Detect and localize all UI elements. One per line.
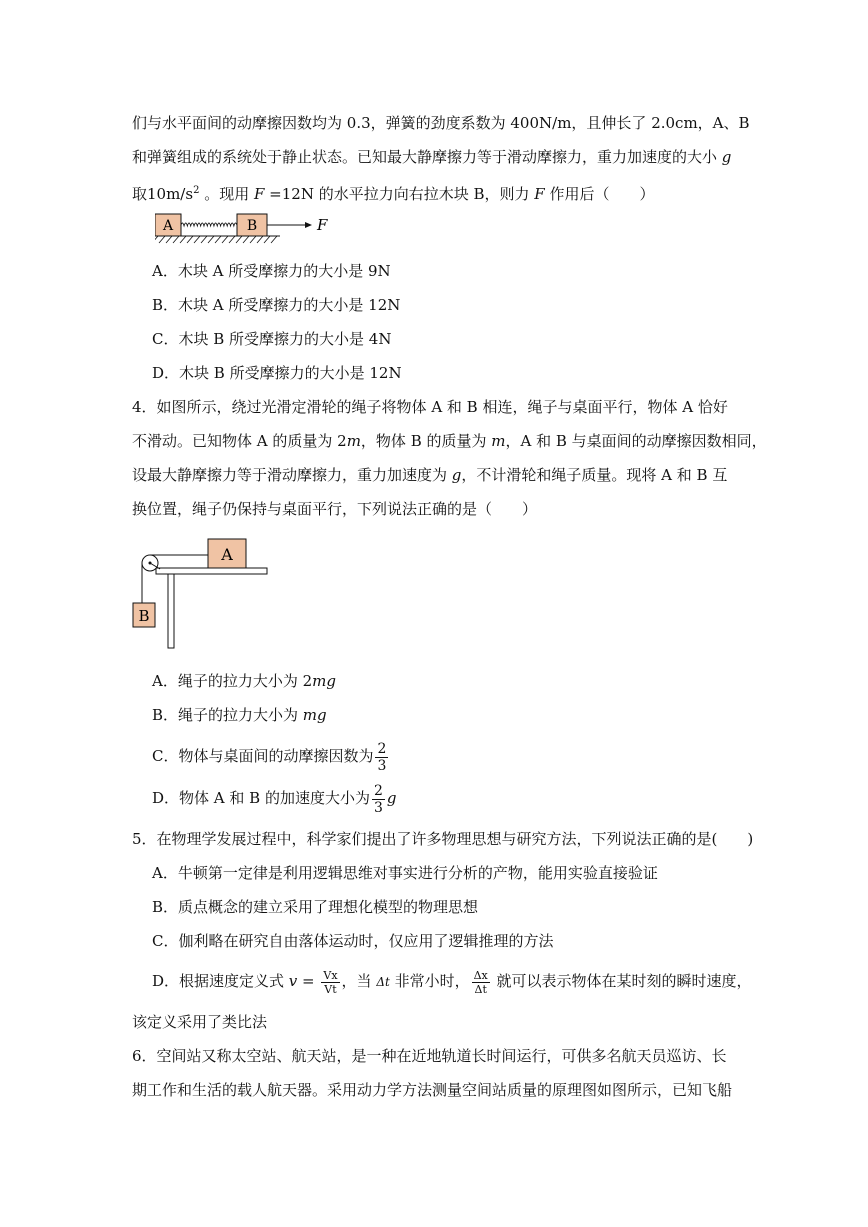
var-m: m — [346, 432, 361, 450]
block-a-label: A — [221, 545, 233, 564]
frac-num: Vx — [323, 968, 338, 982]
fraction — [472, 969, 490, 996]
fraction — [372, 783, 385, 816]
var-g3: g — [386, 789, 397, 807]
q3-line-3-b: 。现用 — [199, 185, 254, 203]
q6-line-2: 期工作和生活的载人航天器。采用动力学方法测量空间站质量的原理图如图所示，已知飞船 — [132, 1081, 733, 1099]
q3-option-a: A．木块 A 所受摩擦力的大小是 9N — [152, 262, 391, 280]
q4-line-3-a: 设最大静摩擦力等于滑动摩擦力，重力加速度为 — [132, 466, 452, 484]
table-leg — [168, 574, 174, 648]
q4-line-4: 换位置，绳子仍保持与桌面平行，下列说法正确的是（ ） — [132, 500, 538, 518]
frac-num: 2 — [373, 782, 383, 799]
q3-spring-figure — [155, 208, 335, 244]
q4-option-c-text: C．物体与桌面间的动摩擦因数为 — [152, 747, 374, 765]
q5-option-d-eq: = — [297, 972, 320, 990]
q4-option-d-text: D．物体 A 和 B 的加速度大小为 — [152, 789, 370, 807]
var-F: F — [253, 185, 265, 203]
var-F2: F — [534, 185, 545, 203]
q3-line-3 — [132, 181, 655, 204]
q5-option-b: B．质点概念的建立采用了理想化模型的物理思想 — [152, 898, 479, 916]
frac-den: 3 — [373, 799, 383, 816]
q6-line-1: 6．空间站又称太空站、航天站，是一种在近地轨道长时间运行，可供多名航天员巡访、长 — [132, 1047, 727, 1065]
q4-line-2 — [132, 431, 767, 451]
var-g2: g — [451, 466, 462, 484]
q5-option-d-d: 就可以表示物体在某时刻的瞬时速度， — [491, 972, 752, 990]
q4-line-2-a: 不滑动。已知物体 A 的质量为 2 — [132, 432, 347, 450]
force-label: F — [317, 216, 328, 234]
q4-line-2-b: ，物体 B 的质量为 — [360, 432, 492, 450]
frac-den: 3 — [377, 757, 387, 774]
q3-option-c: C．木块 B 所受摩擦力的大小是 4N — [152, 330, 392, 348]
q4-option-c — [152, 738, 390, 774]
q3-option-d: D．木块 B 所受摩擦力的大小是 12N — [152, 364, 402, 382]
frac-den: Δt — [474, 982, 487, 996]
fraction — [375, 741, 388, 774]
q5-option-d-c: 非常小时， — [389, 972, 470, 990]
frac-num: Δx — [473, 968, 488, 982]
q4-option-a — [152, 671, 336, 691]
q4-pulley-figure — [130, 535, 275, 653]
q5-stem: 5．在物理学发展过程中，科学家们提出了许多物理思想与研究方法，下列说法正确的是( ) — [132, 830, 754, 848]
block-b-label: B — [138, 607, 150, 625]
q3-line-3-sup: 2 — [193, 185, 200, 196]
q5-option-a: A．牛顿第一定律是利用逻辑思维对事实进行分析的产物，能用实验直接验证 — [152, 864, 658, 882]
block-b-label: B — [246, 218, 258, 234]
q4-option-d — [152, 780, 397, 816]
table-top — [156, 568, 267, 574]
q3-line-3-d: 作用后（ ） — [544, 185, 655, 203]
q3-option-b: B．木块 A 所受摩擦力的大小是 12N — [152, 296, 401, 314]
q3-line-2-text: 和弹簧组成的系统处于静止状态。已知最大静摩擦力等于滑动摩擦力，重力加速度的大小 — [132, 148, 722, 166]
var-m2: m — [491, 432, 506, 450]
q4-option-b — [152, 705, 327, 725]
q5-option-c: C．伽利略在研究自由落体运动时，仅应用了逻辑推理的方法 — [152, 932, 554, 950]
q5-option-d-continuation: 该定义采用了类比法 — [132, 1013, 268, 1031]
q4-line-2-c: ，A 和 B 与桌面间的动摩擦因数相同， — [505, 432, 767, 450]
var-mg: mg — [312, 672, 336, 690]
q4-line-3 — [132, 465, 727, 485]
frac-den: Vt — [324, 982, 337, 996]
var-g: g — [721, 148, 732, 166]
var-dt: Δt — [376, 975, 390, 989]
q3-line-3-c: =12N 的水平拉力向右拉木块 B，则力 — [264, 185, 535, 203]
q5-option-d-a: D．根据速度定义式 — [152, 972, 289, 990]
q3-line-1: 们与水平面间的动摩擦因数均为 0.3，弹簧的劲度系数为 400N/m，且伸长了 2.0cm，A、B — [132, 114, 750, 132]
fraction — [321, 969, 339, 996]
q4-line-1: 4．如图所示，绕过光滑定滑轮的绳子将物体 A 和 B 相连，绳子与桌面平行，物体 A 恰好 — [132, 398, 728, 416]
q4-line-3-b: ，不计滑轮和绳子质量。现将 A 和 B 互 — [461, 466, 728, 484]
q5-option-d — [152, 964, 752, 999]
q5-option-d-b: ，当 — [341, 972, 377, 990]
q3-line-3-a: 取10m/s — [132, 185, 194, 203]
var-mg2: mg — [302, 706, 327, 724]
block-a-label: A — [162, 218, 174, 234]
frac-num: 2 — [377, 740, 387, 757]
var-v: v — [288, 972, 298, 990]
q4-option-b-text: B．绳子的拉力大小为 — [152, 706, 303, 724]
q3-line-2 — [132, 147, 731, 167]
q4-option-a-text: A．绳子的拉力大小为 2 — [152, 672, 313, 690]
